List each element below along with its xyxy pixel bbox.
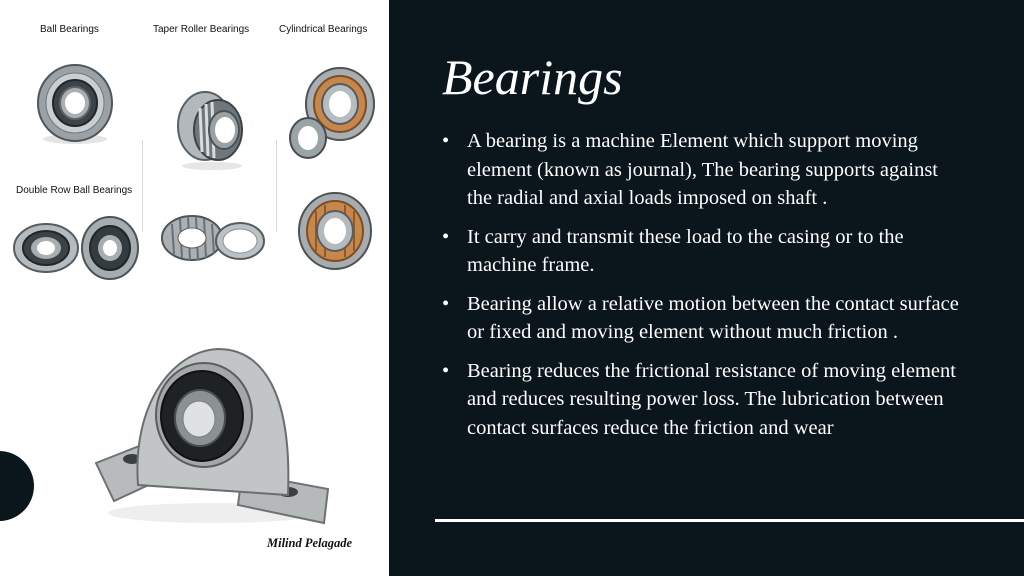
caption-ball-bearings: Ball Bearings <box>40 24 99 35</box>
divider <box>142 140 143 232</box>
divider <box>276 140 277 232</box>
image-panel <box>0 0 389 576</box>
bullet-item: • A bearing is a machine Element which support moving element (known as journal), The bearing supports against the radial and axial loads imposed on shaft . <box>442 127 962 213</box>
caption-taper-roller-bearings: Taper Roller Bearings <box>153 24 250 35</box>
slide-title: Bearings <box>442 49 623 105</box>
pillow-block-bearing-image <box>92 345 332 527</box>
caption-double-row-ball-bearings: Double Row Ball Bearings <box>16 185 133 196</box>
cylindrical-bearing-image <box>288 63 378 163</box>
author-name: Milind Pelagade <box>267 536 353 550</box>
taper-roller-bearing-image <box>172 86 252 172</box>
bullet-item: • Bearing reduces the frictional resistance of moving element and reduces resulting power loss. The lubrication between contact surfaces reduce the friction and wear <box>442 357 962 443</box>
bullet-item: • It carry and transmit these load to the casing or to the machine frame. <box>442 223 962 280</box>
divider-line <box>435 519 1024 522</box>
bullet-list <box>442 127 962 452</box>
double-row-ball-bearing-image <box>10 212 140 284</box>
taper-bearing-components-image <box>158 208 268 270</box>
bullet-item: • Bearing allow a relative motion between the contact surface or fixed and moving element without much friction . <box>442 290 962 347</box>
cylindrical-roller-bearing-image <box>296 191 374 273</box>
caption-cylindrical-bearings: Cylindrical Bearings <box>279 24 368 35</box>
ball-bearing-image <box>34 60 116 146</box>
